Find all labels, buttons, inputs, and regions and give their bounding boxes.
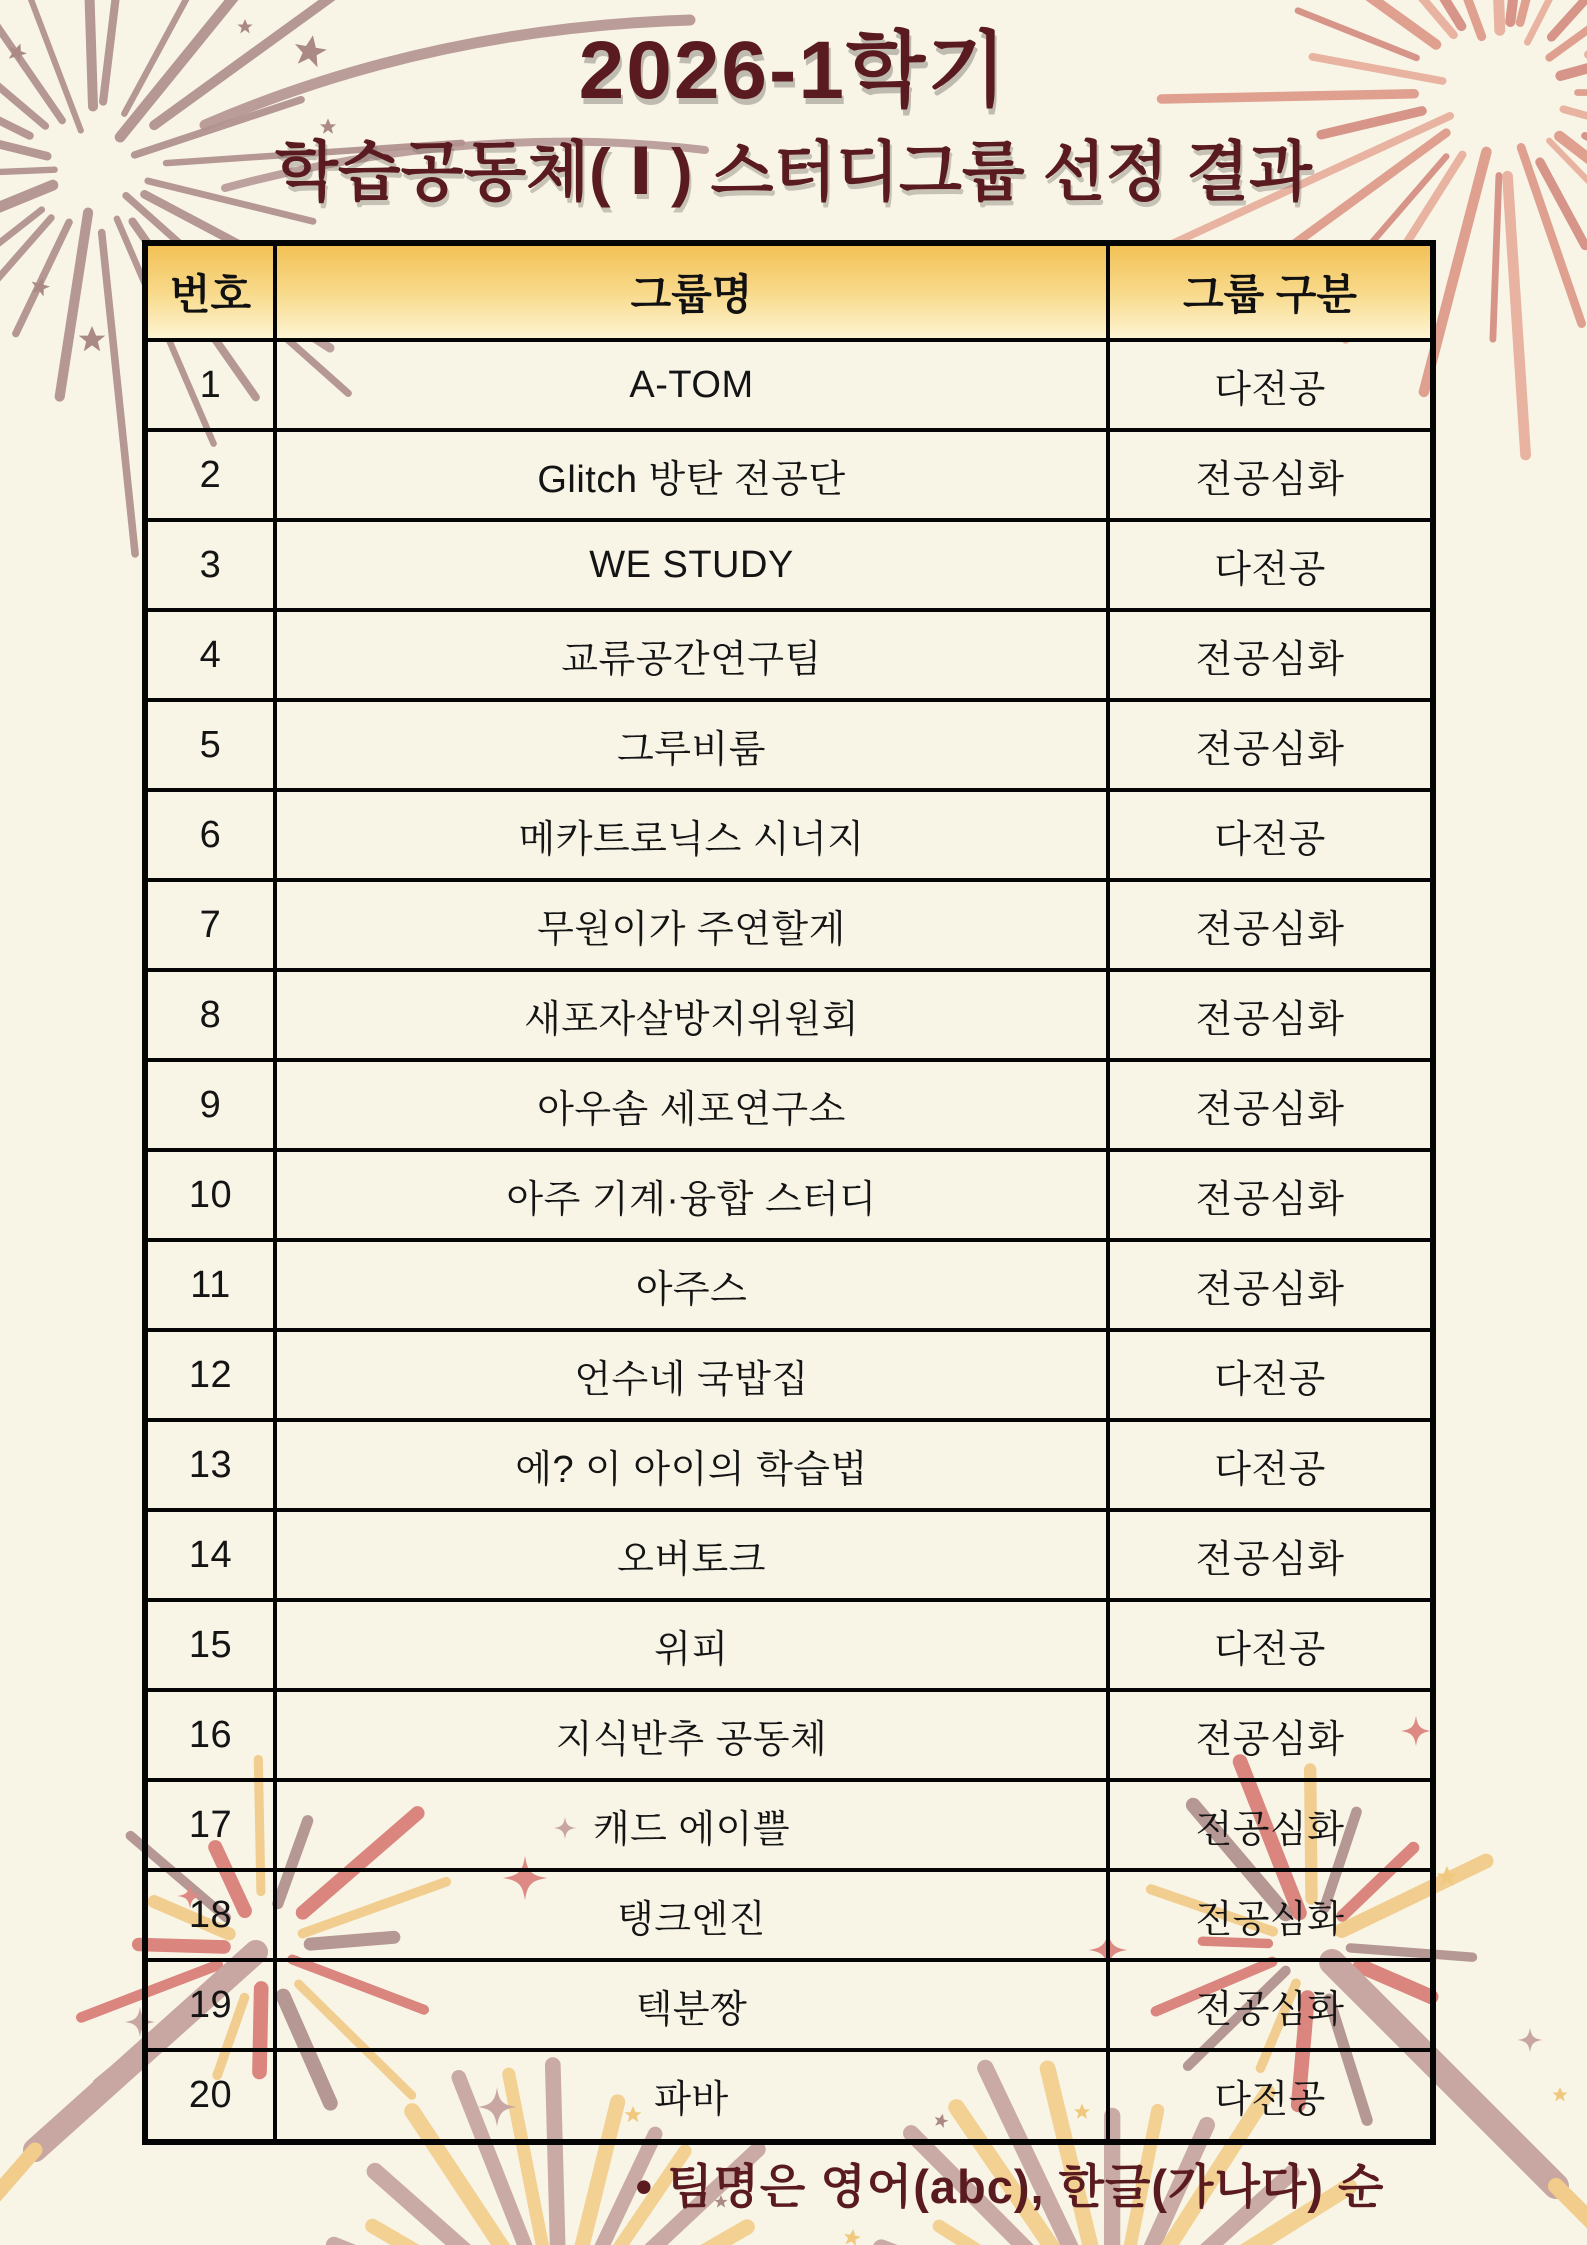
star-shape (1552, 2087, 1567, 2101)
cell-group-name: 오버토크 (275, 1510, 1108, 1600)
cell-group-type: 전공심화 (1108, 1690, 1433, 1780)
table-row (145, 610, 1433, 700)
cell-group-name: 캐드 에이쁠 (275, 1780, 1108, 1870)
title-semester: 2026-1학기 (578, 25, 1009, 116)
cell-group-type: 전공심화 (1108, 970, 1433, 1060)
table-row (145, 340, 1433, 430)
table-row (145, 880, 1433, 970)
header-group-type: 그룹 구분 (1108, 243, 1433, 340)
cell-group-name: A-TOM (275, 340, 1108, 430)
cell-group-type: 전공심화 (1108, 1060, 1433, 1150)
table-row (145, 2050, 1433, 2142)
cell-number: 5 (145, 700, 275, 790)
cell-group-type: 전공심화 (1108, 1240, 1433, 1330)
table-row (145, 1510, 1433, 1600)
table-row (145, 1420, 1433, 1510)
cell-group-type: 전공심화 (1108, 610, 1433, 700)
cell-group-name: 새포자살방지위원회 (275, 970, 1108, 1060)
table-row (145, 1060, 1433, 1150)
cell-group-name: 언수네 국밥집 (275, 1330, 1108, 1420)
cell-number: 8 (145, 970, 275, 1060)
cell-group-name: Glitch 방탄 전공단 (275, 430, 1108, 520)
cell-group-type: 전공심화 (1108, 1510, 1433, 1600)
cell-number: 20 (145, 2050, 275, 2142)
cell-group-name: 메카트로닉스 시너지 (275, 790, 1108, 880)
results-table (142, 240, 1436, 2145)
cell-group-type: 다전공 (1108, 1420, 1433, 1510)
cell-number: 4 (145, 610, 275, 700)
cell-number: 7 (145, 880, 275, 970)
table-row (145, 1960, 1433, 2050)
cell-number: 18 (145, 1870, 275, 1960)
sparkler-stick (0, 2150, 35, 2196)
cell-group-name: WE STUDY (275, 520, 1108, 610)
cell-number: 14 (145, 1510, 275, 1600)
cell-number: 6 (145, 790, 275, 880)
cell-group-type: 다전공 (1108, 520, 1433, 610)
cell-group-name: 파바 (275, 2050, 1108, 2142)
cell-group-name: 그루비룸 (275, 700, 1108, 790)
cell-number: 10 (145, 1150, 275, 1240)
footer-note: • 팀명은 영어(abc), 한글(가나다) 순 (635, 2160, 1385, 2213)
cell-group-type: 다전공 (1108, 790, 1433, 880)
cell-group-type: 전공심화 (1108, 1960, 1433, 2050)
cell-group-type: 다전공 (1108, 1330, 1433, 1420)
table-row (145, 1780, 1433, 1870)
cell-number: 3 (145, 520, 275, 610)
header-number: 번호 (145, 243, 275, 340)
sparkle-shape (1517, 2027, 1542, 2052)
cell-group-name: 위피 (275, 1600, 1108, 1690)
cell-group-type: 전공심화 (1108, 1780, 1433, 1870)
cell-group-name: 텍분짱 (275, 1960, 1108, 2050)
table-row (145, 1150, 1433, 1240)
cell-group-type: 다전공 (1108, 1600, 1433, 1690)
table-header-row (145, 243, 1433, 340)
table-row (145, 1870, 1433, 1960)
star-shape (842, 2228, 862, 2245)
title-main: 학습공동체( Ⅰ ) 스터디그룹 선정 결과 (275, 135, 1312, 208)
cell-group-name: 무원이가 주연할게 (275, 880, 1108, 970)
cell-group-type: 전공심화 (1108, 430, 1433, 520)
table-row (145, 700, 1433, 790)
cell-group-name: 아우솜 세포연구소 (275, 1060, 1108, 1150)
cell-number: 19 (145, 1960, 275, 2050)
cell-number: 16 (145, 1690, 275, 1780)
page-title (0, 25, 1587, 208)
cell-number: 13 (145, 1420, 275, 1510)
cell-group-name: 아주 기계·융합 스터디 (275, 1150, 1108, 1240)
cell-group-name: 탱크엔진 (275, 1870, 1108, 1960)
cell-group-type: 전공심화 (1108, 700, 1433, 790)
table-row (145, 1330, 1433, 1420)
cell-group-name: 지식반추 공동체 (275, 1690, 1108, 1780)
cell-group-type: 다전공 (1108, 2050, 1433, 2142)
header-group-name: 그룹명 (275, 243, 1108, 340)
cell-number: 1 (145, 340, 275, 430)
cell-group-type: 전공심화 (1108, 880, 1433, 970)
cell-group-name: 에? 이 아이의 학습법 (275, 1420, 1108, 1510)
cell-number: 11 (145, 1240, 275, 1330)
cell-group-type: 전공심화 (1108, 1870, 1433, 1960)
table-row (145, 970, 1433, 1060)
table-row (145, 1600, 1433, 1690)
cell-number: 2 (145, 430, 275, 520)
cell-group-type: 전공심화 (1108, 1150, 1433, 1240)
cell-number: 12 (145, 1330, 275, 1420)
cell-group-name: 교류공간연구팀 (275, 610, 1108, 700)
table-row (145, 1690, 1433, 1780)
table-row (145, 520, 1433, 610)
cell-group-name: 아주스 (275, 1240, 1108, 1330)
table-row (145, 790, 1433, 880)
cell-number: 9 (145, 1060, 275, 1150)
star-shape (79, 326, 106, 351)
table-row (145, 1240, 1433, 1330)
table-row (145, 430, 1433, 520)
cell-number: 17 (145, 1780, 275, 1870)
cell-group-type: 다전공 (1108, 340, 1433, 430)
cell-number: 15 (145, 1600, 275, 1690)
